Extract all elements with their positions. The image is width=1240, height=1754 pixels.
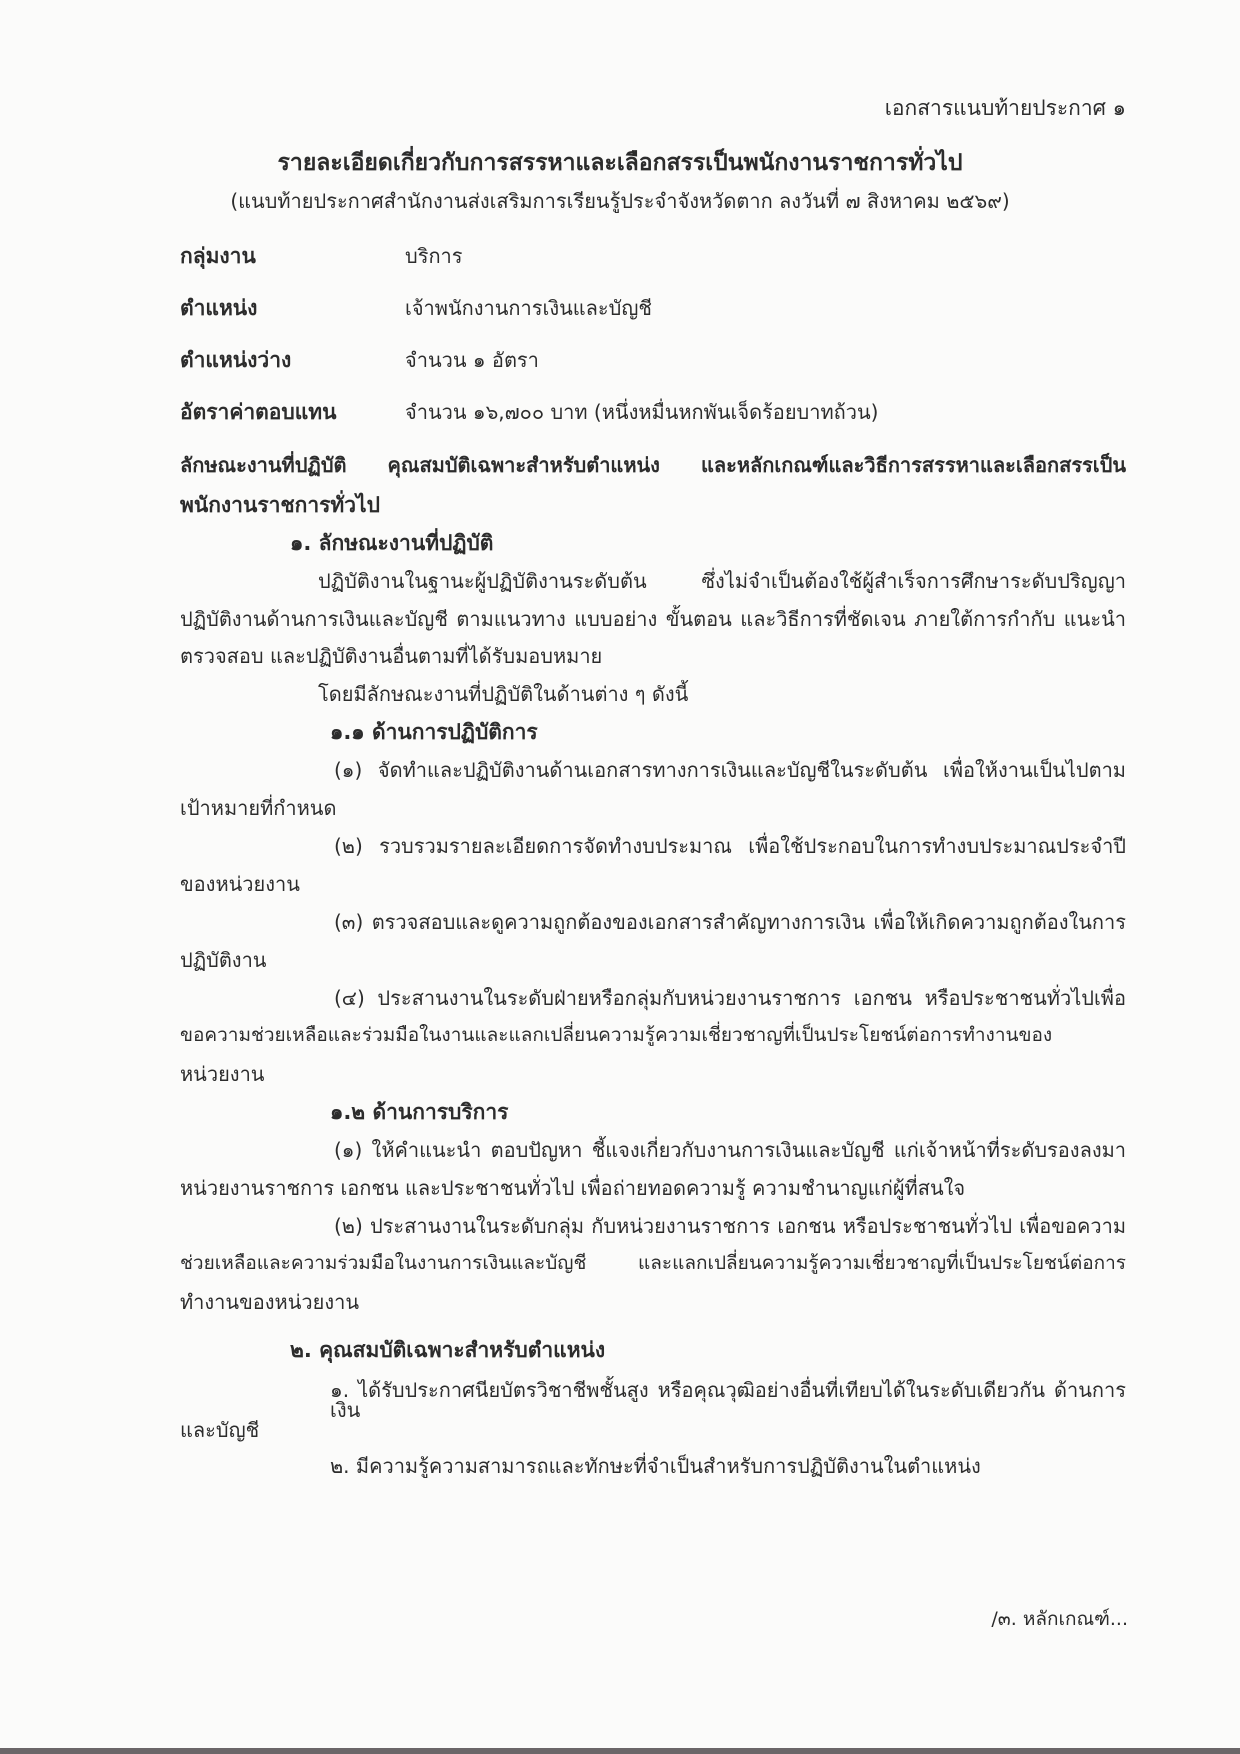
document-title: รายละเอียดเกี่ยวกับการสรรหาและเลือกสรรเป็นพนักงานราชการทั่วไป <box>277 150 963 176</box>
salary-value: จำนวน ๑๖,๗๐๐ บาท (หนึ่งหมื่นหกพันเจ็ดร้อยบาทถ้วน) <box>405 400 879 424</box>
list-item-line: เป้าหมายที่กำหนด <box>180 796 337 820</box>
list-item-line: (๓) ตรวจสอบและดูความถูกต้องของเอกสารสำคัญทางการเงิน เพื่อให้เกิดความถูกต้องในการ <box>334 910 1126 934</box>
section-heading-line1: ลักษณะงานที่ปฏิบัติ คุณสมบัติเฉพาะสำหรับตำแหน่ง และหลักเกณฑ์และวิธีการสรรหาและเลือกสรรเป็น <box>180 453 1126 477</box>
vacancy-value: จำนวน ๑ อัตรา <box>405 348 539 372</box>
position-value: เจ้าพนักงานการเงินและบัญชี <box>405 296 652 320</box>
list-item-line: หน่วยงาน <box>180 1062 265 1086</box>
annex-label: เอกสารแนบท้ายประกาศ ๑ <box>884 96 1126 120</box>
paragraph-line: ปฏิบัติงานในฐานะผู้ปฏิบัติงานระดับต้น ซึ่งไม่จำเป็นต้องใช้ผู้สำเร็จการศึกษาระดับปริญญา <box>318 569 1126 593</box>
list-item-line: (๑) จัดทำและปฏิบัติงานด้านเอกสารทางการเงินและบัญชีในระดับต้น เพื่อให้งานเป็นไปตาม <box>334 758 1126 782</box>
scan-edge <box>0 1748 1240 1754</box>
section-heading-line2: พนักงานราชการทั่วไป <box>180 493 380 517</box>
subsection-heading-operations: ๑.๑ ด้านการปฏิบัติการ <box>330 720 538 744</box>
list-item-line: ปฏิบัติงาน <box>180 948 267 972</box>
list-item-line: และบัญชี <box>180 1418 260 1442</box>
list-item-line: ของหน่วยงาน <box>180 872 300 896</box>
part2-heading: ๒. คุณสมบัติเฉพาะสำหรับตำแหน่ง <box>290 1338 606 1362</box>
salary-label: อัตราค่าตอบแทน <box>180 400 337 424</box>
list-item-line: (๑) ให้คำแนะนำ ตอบปัญหา ชี้แจงเกี่ยวกับงานการเงินและบัญชี แก่เจ้าหน้าที่ระดับรองลงมา <box>334 1138 1126 1162</box>
document-subtitle: (แนบท้ายประกาศสำนักงานส่งเสริมการเรียนรู้ประจำจังหวัดตาก ลงวันที่ ๗ สิงหาคม ๒๕๖๙) <box>230 189 1010 213</box>
list-item-line: ทำงานของหน่วยงาน <box>180 1290 360 1314</box>
position-label: ตำแหน่ง <box>180 296 258 320</box>
continuation-note: /๓. หลักเกณฑ์... <box>991 1608 1128 1630</box>
group-value: บริการ <box>405 244 463 268</box>
list-item-line: ช่วยเหลือและความร่วมมือในงานการเงินและบัญชี และแลกเปลี่ยนความรู้ความเชี่ยวชาญที่เป็นประโยชน์ต่อการ <box>180 1252 1126 1274</box>
list-item-line: ขอความช่วยเหลือและร่วมมือในงานและแลกเปลี่ยนความรู้ความเชี่ยวชาญที่เป็นประโยชน์ต่อการทำงานของ <box>180 1024 1053 1046</box>
vacancy-label: ตำแหน่งว่าง <box>180 348 292 372</box>
group-label: กลุ่มงาน <box>180 244 256 268</box>
list-item-line: (๒) รวบรวมรายละเอียดการจัดทำงบประมาณ เพื่อใช้ประกอบในการทำงบประมาณประจำปี <box>334 834 1126 858</box>
part1-heading: ๑. ลักษณะงานที่ปฏิบัติ <box>290 531 494 555</box>
subsection-heading-services: ๑.๒ ด้านการบริการ <box>330 1100 509 1124</box>
paragraph-line: ตรวจสอบ และปฏิบัติงานอื่นตามที่ได้รับมอบหมาย <box>180 644 603 668</box>
list-item-line: ๒. มีความรู้ความสามารถและทักษะที่จำเป็นสำหรับการปฏิบัติงานในตำแหน่ง <box>330 1454 981 1478</box>
paragraph-line: โดยมีลักษณะงานที่ปฏิบัติในด้านต่าง ๆ ดังนี้ <box>318 682 689 706</box>
list-item-line: ๑. ได้รับประกาศนียบัตรวิชาชีพชั้นสูง หรือคุณวุฒิอย่างอื่นที่เทียบได้ในระดับเดียวกัน ด้านการเงิน <box>330 1378 1126 1422</box>
list-item-line: หน่วยงานราชการ เอกชน และประชาชนทั่วไป เพื่อถ่ายทอดความรู้ ความชำนาญแก่ผู้ที่สนใจ <box>180 1176 966 1200</box>
paragraph-line: ปฏิบัติงานด้านการเงินและบัญชี ตามแนวทาง แบบอย่าง ขั้นตอน และวิธีการที่ชัดเจน ภายใต้การกำกับ แนะนำ <box>180 607 1126 631</box>
list-item-line: (๔) ประสานงานในระดับฝ่ายหรือกลุ่มกับหน่วยงานราชการ เอกชน หรือประชาชนทั่วไปเพื่อ <box>334 986 1126 1010</box>
list-item-line: (๒) ประสานงานในระดับกลุ่ม กับหน่วยงานราชการ เอกชน หรือประชาชนทั่วไป เพื่อขอความ <box>334 1214 1126 1238</box>
